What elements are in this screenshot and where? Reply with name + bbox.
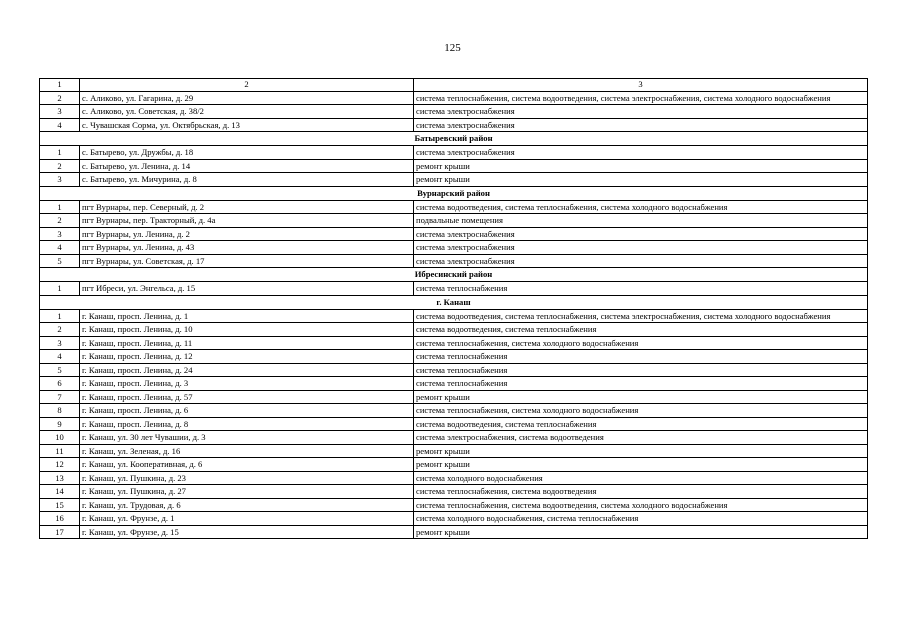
work-type-cell: система электроснабжения xyxy=(414,105,868,119)
work-type-cell: ремонт крыши xyxy=(414,390,868,404)
address-cell: г. Канаш, просп. Ленина, д. 12 xyxy=(80,350,414,364)
column-number-row xyxy=(40,79,868,92)
district-header-row xyxy=(40,268,868,282)
row-number: 11 xyxy=(40,444,80,458)
work-type-cell: система теплоснабжения xyxy=(414,377,868,391)
table-row xyxy=(40,458,868,472)
work-type-cell: система водоотведения, система теплоснабжения, система электроснабжения, система холодного водоснабжения xyxy=(414,309,868,323)
row-number: 14 xyxy=(40,485,80,499)
work-type-cell: система холодного водоснабжения xyxy=(414,471,868,485)
row-number: 5 xyxy=(40,363,80,377)
row-number: 6 xyxy=(40,377,80,391)
address-cell: г. Канаш, ул. Фрунзе, д. 15 xyxy=(80,525,414,539)
work-type-cell: система теплоснабжения, система холодного водоснабжения xyxy=(414,336,868,350)
row-number: 3 xyxy=(40,336,80,350)
address-cell: пгт Вурнары, ул. Советская, д. 17 xyxy=(80,254,414,268)
table-row xyxy=(40,363,868,377)
row-number: 2 xyxy=(40,159,80,173)
work-type-cell: система теплоснабжения, система водоотведения, система холодного водоснабжения xyxy=(414,498,868,512)
address-cell: пгт Вурнары, пер. Северный, д. 2 xyxy=(80,200,414,214)
address-cell: пгт Вурнары, ул. Ленина, д. 2 xyxy=(80,227,414,241)
district-header-row xyxy=(40,132,868,146)
address-cell: с. Аликово, ул. Советская, д. 38/2 xyxy=(80,105,414,119)
table-row xyxy=(40,173,868,187)
table-row xyxy=(40,159,868,173)
table-row xyxy=(40,146,868,160)
address-cell: г. Канаш, просп. Ленина, д. 57 xyxy=(80,390,414,404)
work-type-cell: система водоотведения, система теплоснабжения xyxy=(414,417,868,431)
row-number: 15 xyxy=(40,498,80,512)
table-row xyxy=(40,431,868,445)
row-number: 3 xyxy=(40,173,80,187)
table-row xyxy=(40,485,868,499)
address-cell: г. Канаш, просп. Ленина, д. 8 xyxy=(80,417,414,431)
work-type-cell: ремонт крыши xyxy=(414,173,868,187)
table-row xyxy=(40,200,868,214)
work-type-cell: система теплоснабжения xyxy=(414,282,868,296)
work-type-cell: ремонт крыши xyxy=(414,458,868,472)
work-type-cell: система теплоснабжения, система холодного водоснабжения xyxy=(414,404,868,418)
table-row xyxy=(40,241,868,255)
district-header-row xyxy=(40,186,868,200)
work-type-cell: система холодного водоснабжения, система теплоснабжения xyxy=(414,512,868,526)
work-type-cell: система электроснабжения, система водоотведения xyxy=(414,431,868,445)
table-row xyxy=(40,350,868,364)
address-cell: г. Канаш, просп. Ленина, д. 1 xyxy=(80,309,414,323)
row-number: 1 xyxy=(40,282,80,296)
table-row xyxy=(40,254,868,268)
district-title: Батыревский район xyxy=(40,132,868,146)
address-cell: г. Канаш, ул. Трудовая, д. 6 xyxy=(80,498,414,512)
address-cell: г. Канаш, ул. Кооперативная, д. 6 xyxy=(80,458,414,472)
address-cell: с. Батырево, ул. Ленина, д. 14 xyxy=(80,159,414,173)
address-cell: г. Канаш, ул. 30 лет Чувашии, д. 3 xyxy=(80,431,414,445)
work-type-cell: система теплоснабжения xyxy=(414,363,868,377)
row-number: 5 xyxy=(40,254,80,268)
table-row xyxy=(40,471,868,485)
district-header-row xyxy=(40,295,868,309)
address-cell: с. Чувашская Сорма, ул. Октябрьская, д. 13 xyxy=(80,118,414,132)
table-row xyxy=(40,512,868,526)
address-cell: г. Канаш, просп. Ленина, д. 3 xyxy=(80,377,414,391)
address-cell: с. Аликово, ул. Гагарина, д. 29 xyxy=(80,91,414,105)
row-number: 10 xyxy=(40,431,80,445)
table-row xyxy=(40,417,868,431)
work-type-cell: система теплоснабжения xyxy=(414,350,868,364)
work-type-cell: система водоотведения, система теплоснабжения, система холодного водоснабжения xyxy=(414,200,868,214)
work-type-cell: система электроснабжения xyxy=(414,241,868,255)
column-header: 2 xyxy=(80,79,414,92)
address-cell: г. Канаш, просп. Ленина, д. 10 xyxy=(80,323,414,337)
work-type-cell: система электроснабжения xyxy=(414,118,868,132)
work-type-cell: система электроснабжения xyxy=(414,227,868,241)
work-type-cell: подвальные помещения xyxy=(414,214,868,228)
table-row xyxy=(40,91,868,105)
district-title: г. Канаш xyxy=(40,295,868,309)
row-number: 2 xyxy=(40,91,80,105)
work-type-cell: ремонт крыши xyxy=(414,444,868,458)
address-cell: г. Канаш, ул. Зеленая, д. 16 xyxy=(80,444,414,458)
work-type-cell: система теплоснабжения, система водоотведения xyxy=(414,485,868,499)
work-type-cell: ремонт крыши xyxy=(414,525,868,539)
row-number: 17 xyxy=(40,525,80,539)
row-number: 13 xyxy=(40,471,80,485)
district-title: Вурнарский район xyxy=(40,186,868,200)
address-cell: с. Батырево, ул. Дружбы, д. 18 xyxy=(80,146,414,160)
row-number: 16 xyxy=(40,512,80,526)
row-number: 3 xyxy=(40,227,80,241)
address-cell: г. Канаш, ул. Фрунзе, д. 1 xyxy=(80,512,414,526)
table-row xyxy=(40,444,868,458)
row-number: 3 xyxy=(40,105,80,119)
row-number: 4 xyxy=(40,350,80,364)
table-row xyxy=(40,282,868,296)
address-cell: пгт Вурнары, пер. Тракторный, д. 4а xyxy=(80,214,414,228)
address-cell: г. Канаш, просп. Ленина, д. 6 xyxy=(80,404,414,418)
work-type-cell: система водоотведения, система теплоснабжения xyxy=(414,323,868,337)
district-title: Ибресинский район xyxy=(40,268,868,282)
work-type-cell: система теплоснабжения, система водоотведения, система электроснабжения, система холодного водоснабжения xyxy=(414,91,868,105)
table-row xyxy=(40,525,868,539)
table-row xyxy=(40,336,868,350)
address-cell: г. Канаш, просп. Ленина, д. 24 xyxy=(80,363,414,377)
row-number: 7 xyxy=(40,390,80,404)
address-cell: г. Канаш, ул. Пушкина, д. 27 xyxy=(80,485,414,499)
row-number: 8 xyxy=(40,404,80,418)
work-type-cell: ремонт крыши xyxy=(414,159,868,173)
objects-table xyxy=(39,78,868,539)
table-row xyxy=(40,323,868,337)
table-row xyxy=(40,377,868,391)
address-cell: пгт Вурнары, ул. Ленина, д. 43 xyxy=(80,241,414,255)
address-cell: пгт Ибреси, ул. Энгельса, д. 15 xyxy=(80,282,414,296)
work-type-cell: система электроснабжения xyxy=(414,254,868,268)
table-row xyxy=(40,214,868,228)
row-number: 2 xyxy=(40,323,80,337)
address-cell: г. Канаш, ул. Пушкина, д. 23 xyxy=(80,471,414,485)
table-row xyxy=(40,390,868,404)
page-number: 125 xyxy=(444,42,461,54)
row-number: 1 xyxy=(40,146,80,160)
row-number: 1 xyxy=(40,200,80,214)
row-number: 9 xyxy=(40,417,80,431)
row-number: 2 xyxy=(40,214,80,228)
row-number: 1 xyxy=(40,309,80,323)
table-row xyxy=(40,227,868,241)
table-row xyxy=(40,498,868,512)
row-number: 4 xyxy=(40,118,80,132)
address-cell: с. Батырево, ул. Мичурина, д. 8 xyxy=(80,173,414,187)
table-row xyxy=(40,309,868,323)
work-type-cell: система электроснабжения xyxy=(414,146,868,160)
table-row xyxy=(40,118,868,132)
table-row xyxy=(40,105,868,119)
row-number: 12 xyxy=(40,458,80,472)
column-header: 3 xyxy=(414,79,868,92)
column-header: 1 xyxy=(40,79,80,92)
table-row xyxy=(40,404,868,418)
row-number: 4 xyxy=(40,241,80,255)
address-cell: г. Канаш, просп. Ленина, д. 11 xyxy=(80,336,414,350)
